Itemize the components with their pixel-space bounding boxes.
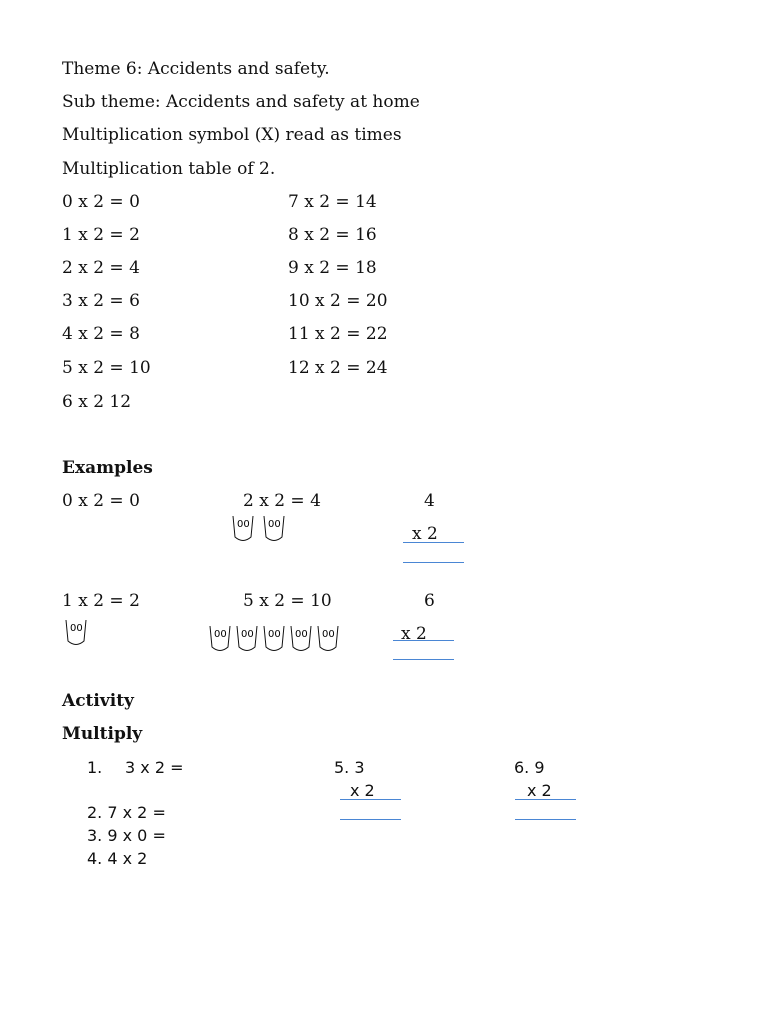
answer-underline <box>393 659 454 660</box>
svg-text:00: 00 <box>241 629 254 640</box>
question-vertical-multiplier: x 2 <box>527 781 552 800</box>
cup-icon <box>235 624 259 654</box>
table-row: 10 x 2 = 20 <box>288 291 388 311</box>
table-row: 11 x 2 = 22 <box>288 324 388 344</box>
example-equation: 5 x 2 = 10 <box>243 591 332 611</box>
svg-text:00: 00 <box>268 629 281 640</box>
table-row: 8 x 2 = 16 <box>288 225 377 245</box>
table-row: 5 x 2 = 10 <box>62 358 151 378</box>
example-equation: 2 x 2 = 4 <box>243 491 321 511</box>
question-text: 3 x 2 = <box>125 758 184 777</box>
symbol-note-line: Multiplication symbol (X) read as times <box>62 125 402 145</box>
theme-line: Theme 6: Accidents and safety. <box>62 59 330 79</box>
cup-icon <box>289 624 313 654</box>
question-text: 3. 9 x 0 = <box>87 826 166 845</box>
answer-underline <box>515 799 576 800</box>
svg-text:00: 00 <box>214 629 227 640</box>
answer-underline <box>340 819 401 820</box>
table-row: 4 x 2 = 8 <box>62 324 140 344</box>
table-row: 12 x 2 = 24 <box>288 358 388 378</box>
example-equation: 1 x 2 = 2 <box>62 591 140 611</box>
svg-text:00: 00 <box>268 519 281 530</box>
cup-icon <box>208 624 232 654</box>
answer-underline <box>403 562 464 563</box>
svg-text:00: 00 <box>322 629 335 640</box>
table-row: 6 x 2 12 <box>62 392 132 412</box>
question-vertical-top: 5. 3 <box>334 758 365 777</box>
table-row: 1 x 2 = 2 <box>62 225 140 245</box>
example-equation: 0 x 2 = 0 <box>62 491 140 511</box>
answer-underline <box>515 819 576 820</box>
table-row: 0 x 2 = 0 <box>62 192 140 212</box>
table-row: 3 x 2 = 6 <box>62 291 140 311</box>
table-row: 2 x 2 = 4 <box>62 258 140 278</box>
vertical-multiplier: x 2 <box>412 524 438 544</box>
vertical-top-number: 4 <box>424 491 435 511</box>
multiply-subheading: Multiply <box>62 724 143 744</box>
answer-underline <box>393 640 454 641</box>
sub-theme-line: Sub theme: Accidents and safety at home <box>62 92 420 112</box>
cup-icon <box>231 514 255 544</box>
answer-underline <box>340 799 401 800</box>
vertical-top-number: 6 <box>424 591 435 611</box>
question-text: 4. 4 x 2 <box>87 849 148 868</box>
question-number: 1. <box>87 758 103 777</box>
answer-underline <box>403 542 464 543</box>
table-row: 9 x 2 = 18 <box>288 258 377 278</box>
svg-text:00: 00 <box>237 519 250 530</box>
question-vertical-multiplier: x 2 <box>350 781 375 800</box>
cup-icon <box>64 618 88 648</box>
examples-heading: Examples <box>62 458 153 478</box>
cup-icon <box>262 624 286 654</box>
question-vertical-top: 6. 9 <box>514 758 545 777</box>
question-text: 2. 7 x 2 = <box>87 803 166 822</box>
svg-text:00: 00 <box>70 623 83 634</box>
vertical-multiplier: x 2 <box>401 624 427 644</box>
cup-icon <box>262 514 286 544</box>
activity-heading: Activity <box>62 691 134 711</box>
svg-text:00: 00 <box>295 629 308 640</box>
table-row: 7 x 2 = 14 <box>288 192 377 212</box>
cup-icon <box>316 624 340 654</box>
table-title: Multiplication table of 2. <box>62 159 276 179</box>
